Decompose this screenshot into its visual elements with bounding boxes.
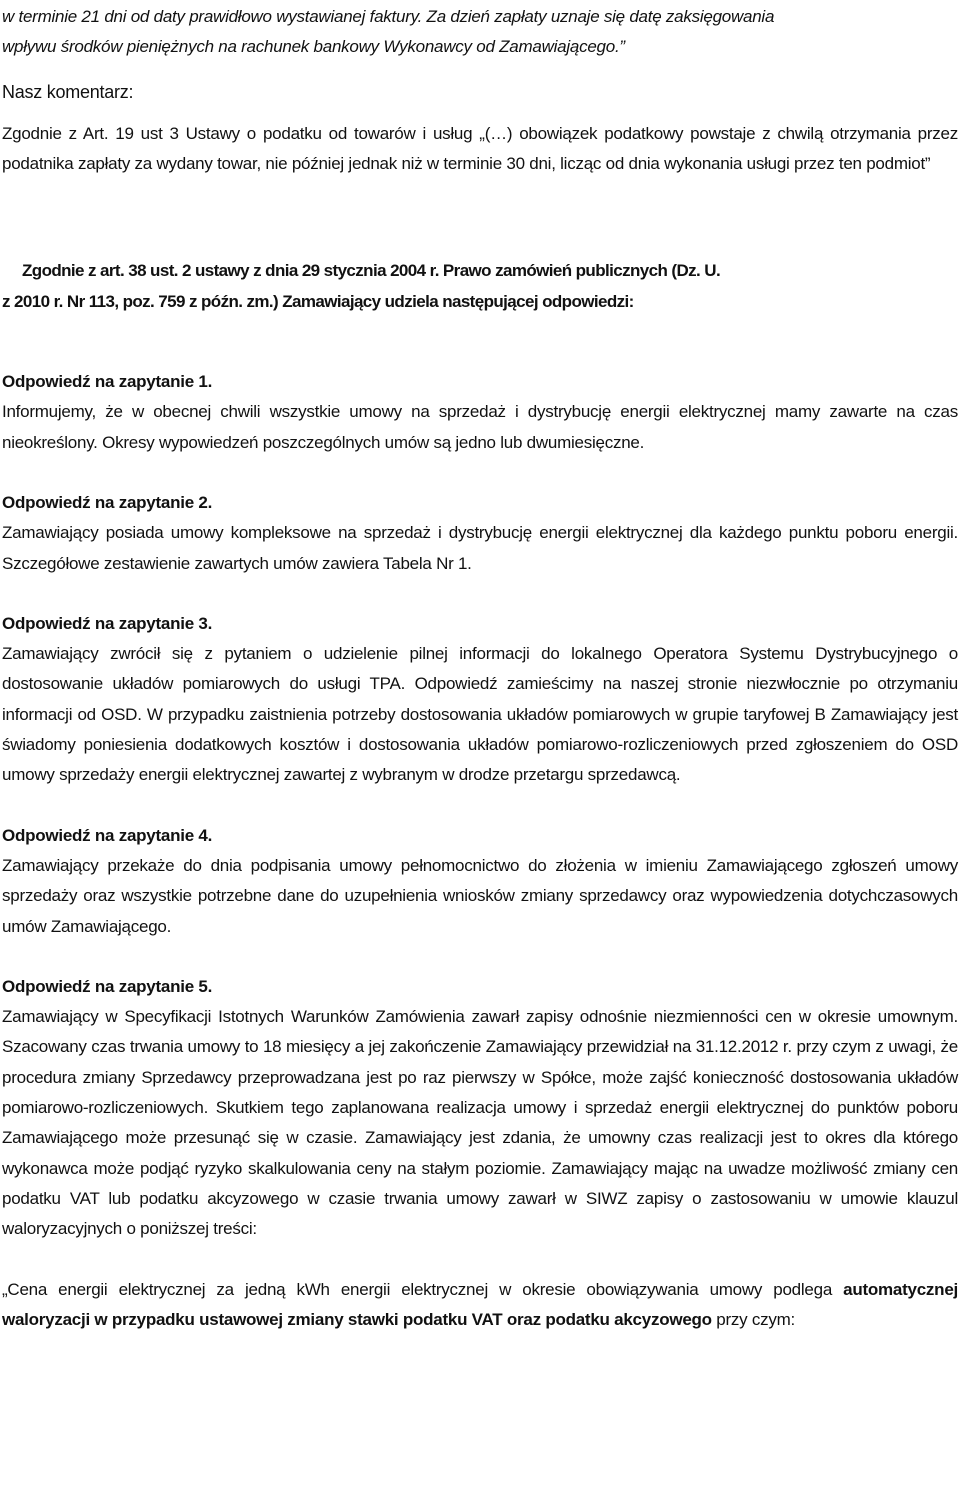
quote-part-2: przy czym:	[711, 1309, 795, 1329]
quote-part-1: „Cena energii elektrycznej za jedną kWh energii elektrycznej w okresie obowiązywania umowy podlega	[2, 1279, 844, 1299]
legal-basis	[2, 256, 958, 286]
answer-1	[2, 367, 958, 458]
answer-text: Zamawiający zwrócił się z pytaniem o udzielenie pilnej informacji do lokalnego Operatora Systemu Dystrybucyjnego o dostosowanie układów pomiarowych do usługi TPA. Odpowiedź zamieścimy na naszej stronie niezwłocznie po otrzymaniu informacji od OSD. W przypadku zaistnienia potrzeby dostosowania układów pomiarowych w grupie taryfowej B Zamawiający jest świadomy poniesienia dodatkowych kosztów i dostosowania układów pomiarowo-rozliczeniowych przed zgłoszeniem do OSD umowy sprzedaży energii elektrycznej zawartej z wybranym w drodze przetargu sprzedawcą.	[2, 644, 958, 785]
answer-text: Informujemy, że w obecnej chwili wszystkie umowy na sprzedaż i dystrybucję energii elektrycznej mamy zawarte na czas nieokreślony. Okresy wypowiedzeń poszczególnych umów są jedno lub dwumiesięczne.	[2, 402, 958, 452]
top-line-2: wpływu środków pieniężnych na rachunek bankowy Wykonawcy od Zamawiającego.”	[2, 37, 625, 57]
answer-3	[2, 609, 958, 791]
answer-text: Zamawiający przekaże do dnia podpisania umowy pełnomocnictwo do złożenia w imieniu Zamawiającego zgłoszeń umowy sprzedaży oraz wszystkie potrzebne dane do uzupełnienia wniosków zmiany sprzedawcy oraz wypowiedzenia dotychczasowych umów Zamawiającego.	[2, 855, 958, 936]
top-line-1: w terminie 21 dni od daty prawidłowo wystawianej faktury. Za dzień zapłaty uznaje się datę zaksięgowania	[2, 7, 775, 26]
quote-bold: automatycznej waloryzacji w przypadku ustawowej zmiany stawki podatku VAT oraz podatku akcyzowego	[2, 1279, 958, 1329]
answer-4	[2, 821, 958, 942]
comment-text: Zgodnie z Art. 19 ust 3 Ustawy o podatku od towarów i usług „(…) obowiązek podatkowy powstaje z chwilą otrzymania przez podatnika zapłaty za wydany towar, nie później jednak niż w terminie 30 dni, licząc od dnia wykonania usługi przez ten podmiot”	[2, 123, 958, 174]
answer-5	[2, 972, 958, 1245]
answer-heading: Odpowiedź na zapytanie 2.	[2, 492, 213, 512]
comment-label: Nasz komentarz:	[2, 81, 134, 102]
answer-heading: Odpowiedź na zapytanie 5.	[2, 976, 213, 996]
answer-text: Zamawiający w Specyfikacji Istotnych Warunków Zamówienia zawarł zapisy odnośnie niezmienności cen w okresie umownym. Szacowany czas trwania umowy to 18 miesięcy a jej zakończenie Zamawiający przewidział na 31.12.2012 r. przy czym z uwagi, że procedura zmiany Sprzedawcy przeprowadzana jest po raz pierwszy w Spółce, może zajść konieczność dostosowania układów pomiarowo-rozliczeniowych. Skutkiem tego zaplanowana realizacja umowy i sprzedaż energii elektrycznej do punktów poboru Zamawiającego może przesunąć się w czasie. Zamawiający jest zdania, że umowny czas realizacji jest to okres dla którego wykonawca może podjąć ryzyko skalkulowania ceny na stałym poziomie. Zamawiający mając na uwadze możliwość zmiany cen podatku VAT lub podatku akcyzowego w czasie trwania umowy zawarł w SIWZ zapisy o zastosowaniu w umowie klauzul waloryzacyjnych o poniższej treści:	[2, 1007, 958, 1239]
legal-basis-line-1: Zgodnie z art. 38 ust. 2 ustawy z dnia 29 stycznia 2004 r. Prawo zamówień publicznych (Dz. U.	[22, 261, 721, 281]
answer-2	[2, 488, 958, 579]
answer-heading: Odpowiedź na zapytanie 3.	[2, 613, 213, 633]
answer-heading: Odpowiedź na zapytanie 1.	[2, 372, 213, 392]
answer-text: Zamawiający posiada umowy kompleksowe na sprzedaż i dystrybucję energii elektrycznej dla każdego punktu poboru energii. Szczegółowe zestawienie zawartych umów zawiera Tabela Nr 1.	[2, 523, 958, 573]
top-continuation	[2, 2, 958, 63]
answer-heading: Odpowiedź na zapytanie 4.	[2, 825, 213, 845]
legal-basis-line-2: z 2010 r. Nr 113, poz. 759 z późn. zm.) Zamawiający udziela następującej odpowiedzi:	[2, 291, 634, 311]
price-clause-quote	[2, 1275, 958, 1336]
